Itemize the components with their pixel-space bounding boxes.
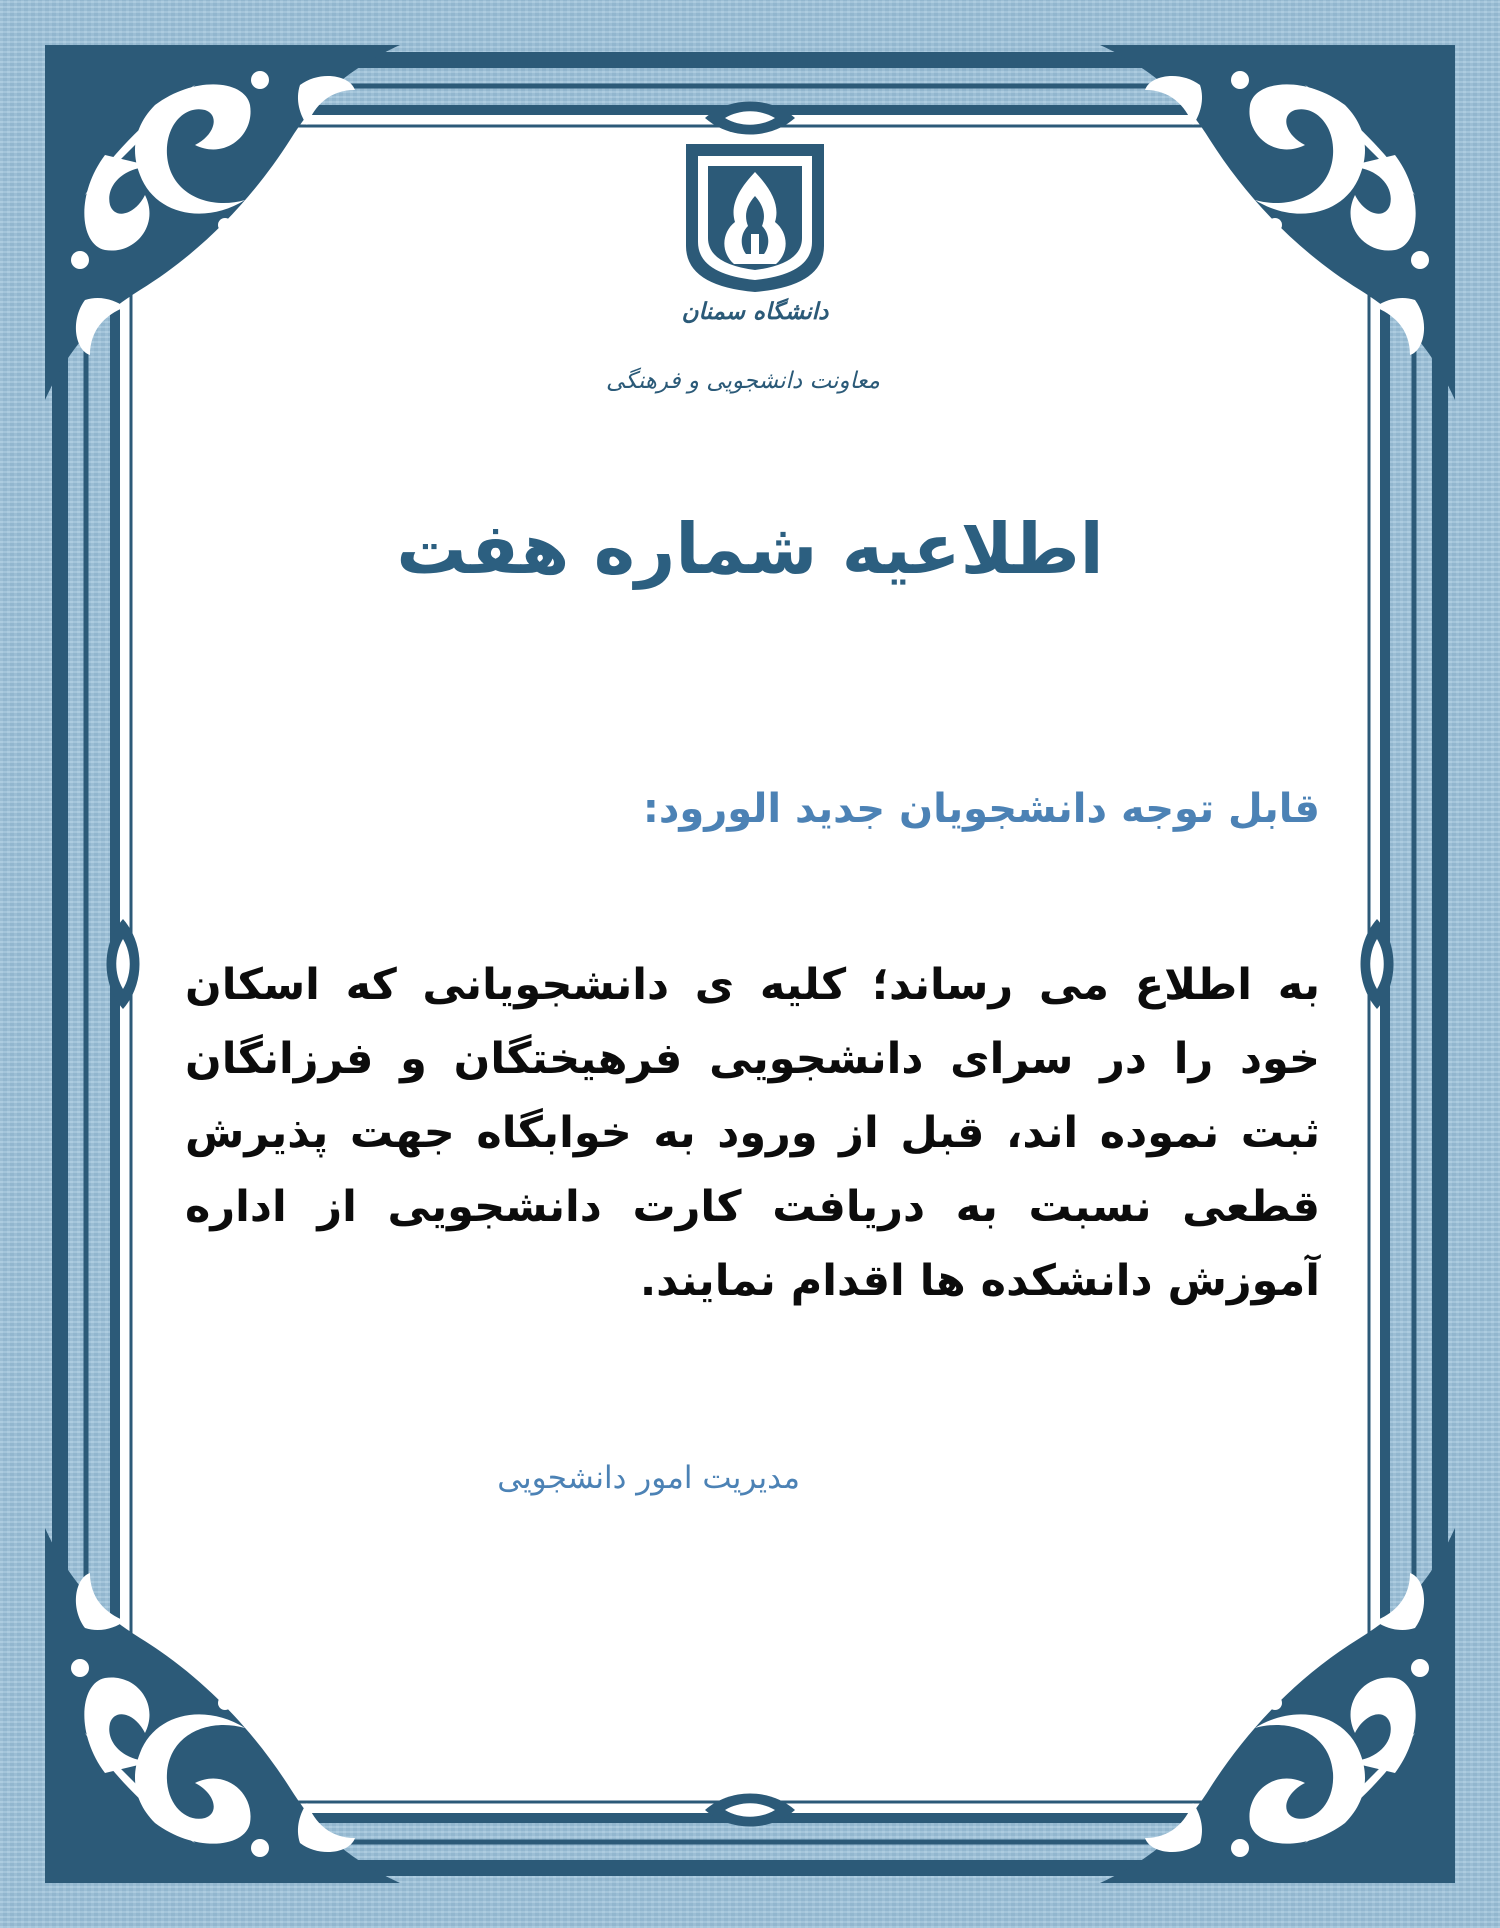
notice-body: به اطلاع می رساند؛ کلیه ی دانشجویانی که اسکان خود را در سرای دانشجویی فرهیختگان و فرزانگان ثبت نموده اند، قبل از ورود به خوابگاه جهت پذیرش قطعی نسبت به دریافت کارت دانشجویی از اداره آموزش دانشکده ها اقدام نمایند. — [185, 960, 1320, 1306]
notice-heading: قابل توجه دانشجویان جدید الورود: — [642, 786, 1320, 832]
notice-title: اطلاعیه شماره هفت — [396, 508, 1104, 590]
university-name: دانشگاه سمنان — [681, 298, 829, 325]
university-emblem — [680, 138, 830, 296]
notice-signature: مدیریت امور دانشجویی — [497, 1460, 800, 1496]
deputy-name: معاونت دانشجویی و فرهنگی — [605, 368, 880, 394]
